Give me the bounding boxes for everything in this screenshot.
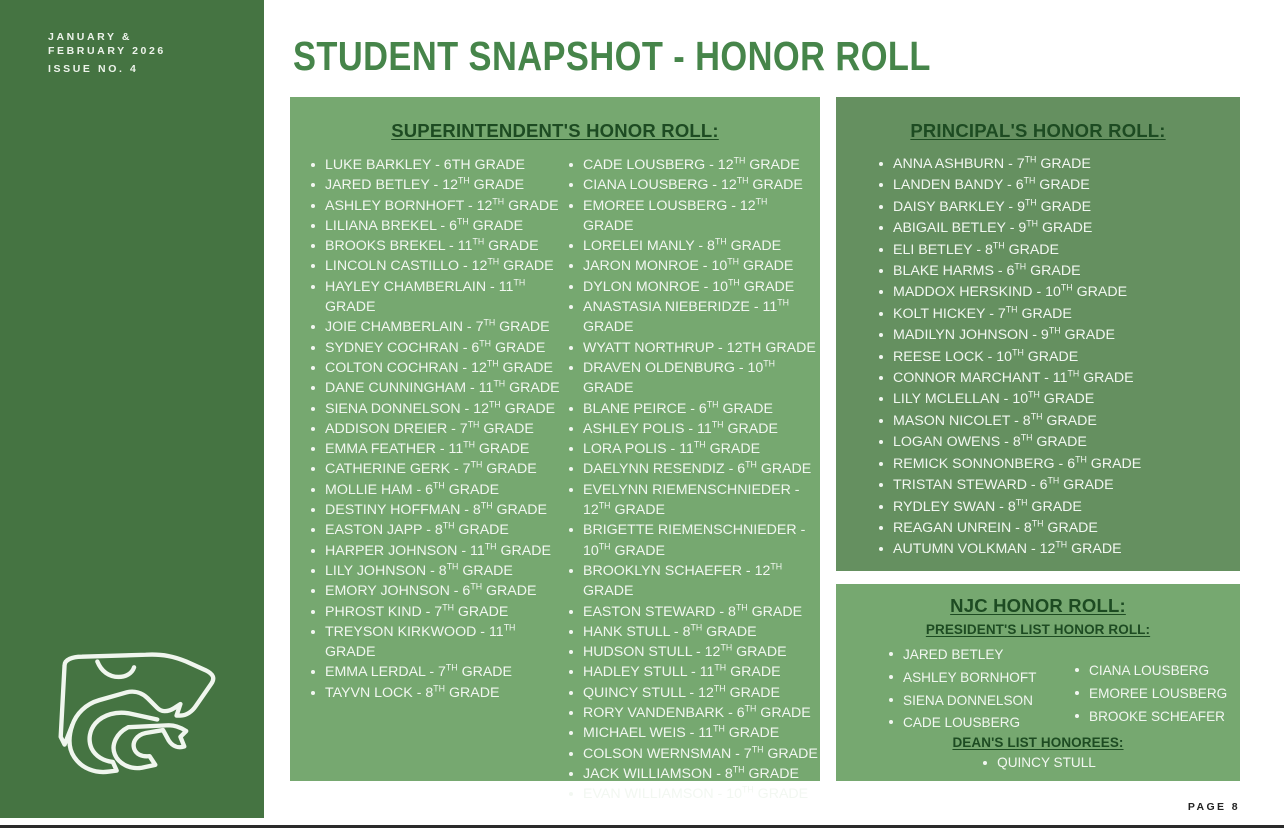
honor-roll-entry: SIENA DONNELSON - 12TH GRADE [308,399,566,419]
honor-roll-entry: MASON NICOLET - 8TH GRADE [876,411,1226,432]
honor-roll-entry: SYDNEY COCHRAN - 6TH GRADE [308,338,566,358]
honor-roll-entry: LILY JOHNSON - 8TH GRADE [308,561,566,581]
honor-roll-entry: ADDISON DREIER - 7TH GRADE [308,419,566,439]
njc-deans-list-wrap [836,753,1240,772]
njc-presidents-list-a [886,644,1072,735]
honor-roll-entry: JACK WILLIAMSON - 8TH GRADE [566,764,820,784]
principals-heading: PRINCIPAL'S HONOR ROLL: [910,120,1166,141]
honor-roll-entry: EMMA FEATHER - 11TH GRADE [308,439,566,459]
honor-roll-entry: KOLT HICKEY - 7TH GRADE [876,304,1226,325]
honor-roll-entry: DAELYNN RESENDIZ - 6TH GRADE [566,459,820,479]
honor-roll-entry: EMOREE LOUSBERG - 12TH GRADE [566,196,820,237]
honor-roll-entry: HADLEY STULL - 11TH GRADE [566,662,820,682]
honor-roll-entry: QUINCY STULL [980,753,1096,772]
honor-roll-entry: AUTUMN VOLKMAN - 12TH GRADE [876,539,1226,560]
superintendents-honor-roll-panel [290,97,820,803]
honor-roll-entry: HANK STULL - 8TH GRADE [566,622,820,642]
honor-roll-entry: REESE LOCK - 10TH GRADE [876,347,1226,368]
honor-roll-entry: TAYVN LOCK - 8TH GRADE [308,683,566,703]
honor-roll-entry: ASHLEY BORNHOFT - 12TH GRADE [308,196,566,216]
honor-roll-entry: SIENA DONNELSON [886,690,1072,713]
honor-roll-entry: LILIANA BREKEL - 6TH GRADE [308,216,566,236]
issue-date-label: JANUARY & FEBRUARY 2026 [48,31,166,57]
principals-honor-roll-panel [836,97,1240,571]
njc-presidents-list-b [1072,660,1240,728]
njc-honor-roll-panel [836,584,1240,781]
honor-roll-entry: CADE LOUSBERG [886,712,1072,735]
superintendents-heading: SUPERINTENDENT'S HONOR ROLL: [391,120,719,141]
honor-roll-entry: EASTON JAPP - 8TH GRADE [308,520,566,540]
honor-roll-entry: JARED BETLEY [886,644,1072,667]
honor-roll-entry: EMOREE LOUSBERG [1072,683,1240,706]
honor-roll-entry: LINCOLN CASTILLO - 12TH GRADE [308,256,566,276]
njc-deans-list-heading: DEAN'S LIST HONOREES: [952,735,1124,750]
njc-deans-list [980,753,1096,772]
njc-presidents-column-b [1072,644,1240,735]
honor-roll-entry: RORY VANDENBARK - 6TH GRADE [566,703,820,723]
honor-roll-entry: COLSON WERNSMAN - 7TH GRADE [566,744,820,764]
honor-roll-entry: BLANE PEIRCE - 6TH GRADE [566,399,820,419]
honor-roll-entry: JARON MONROE - 10TH GRADE [566,256,820,276]
honor-roll-entry: EMMA LERDAL - 7TH GRADE [308,662,566,682]
honor-roll-entry: CATHERINE GERK - 7TH GRADE [308,459,566,479]
honor-roll-entry: HARPER JOHNSON - 11TH GRADE [308,541,566,561]
njc-presidents-list-heading: PRESIDENT'S LIST HONOR ROLL: [925,622,1151,637]
sidebar [0,0,264,818]
page-title: STUDENT SNAPSHOT - HONOR ROLL [293,33,931,79]
honor-roll-entry: LUKE BARKLEY - 6TH GRADE [308,155,566,175]
honor-roll-entry: ANASTASIA NIEBERIDZE - 11TH GRADE [566,297,820,338]
honor-roll-entry: REAGAN UNREIN - 8TH GRADE [876,518,1226,539]
honor-roll-entry: QUINCY STULL - 12TH GRADE [566,683,820,703]
superintendents-column-b [566,155,820,805]
principals-list [876,154,1226,561]
njc-presidents-column-a [886,644,1072,735]
honor-roll-entry: BROOKE SCHEAFER [1072,706,1240,729]
honor-roll-entry: RYDLEY SWAN - 8TH GRADE [876,497,1226,518]
honor-roll-entry: MOLLIE HAM - 6TH GRADE [308,480,566,500]
honor-roll-entry: MADILYN JOHNSON - 9TH GRADE [876,325,1226,346]
honor-roll-entry: CONNOR MARCHANT - 11TH GRADE [876,368,1226,389]
honor-roll-entry: BLAKE HARMS - 6TH GRADE [876,261,1226,282]
honor-roll-entry: LOGAN OWENS - 8TH GRADE [876,432,1226,453]
superintendents-columns [290,155,820,805]
honor-roll-entry: COLTON COCHRAN - 12TH GRADE [308,358,566,378]
honor-roll-entry: TRISTAN STEWARD - 6TH GRADE [876,475,1226,496]
issue-number-label: ISSUE NO. 4 [48,63,139,75]
honor-roll-entry: EASTON STEWARD - 8TH GRADE [566,602,820,622]
honor-roll-entry: EMORY JOHNSON - 6TH GRADE [308,581,566,601]
njc-presidents-columns [836,644,1240,735]
honor-roll-entry: DESTINY HOFFMAN - 8TH GRADE [308,500,566,520]
honor-roll-entry: LILY MCLELLAN - 10TH GRADE [876,389,1226,410]
honor-roll-entry: MADDOX HERSKIND - 10TH GRADE [876,282,1226,303]
superintendents-list-b [566,155,820,805]
honor-roll-entry: ASHLEY BORNHOFT [886,667,1072,690]
honor-roll-entry: DANE CUNNINGHAM - 11TH GRADE [308,378,566,398]
honor-roll-entry: CIANA LOUSBERG [1072,660,1240,683]
njc-heading: NJC HONOR ROLL: [950,595,1126,616]
honor-roll-entry: CIANA LOUSBERG - 12TH GRADE [566,175,820,195]
honor-roll-entry: BRIGETTE RIEMENSCHNIEDER - 10TH GRADE [566,520,820,561]
superintendents-column-a [308,155,566,805]
honor-roll-entry: ANNA ASHBURN - 7TH GRADE [876,154,1226,175]
honor-roll-entry: WYATT NORTHRUP - 12TH GRADE [566,338,820,358]
principals-list-wrap [876,154,1226,561]
honor-roll-entry: ELI BETLEY - 8TH GRADE [876,240,1226,261]
honor-roll-entry: DAISY BARKLEY - 9TH GRADE [876,197,1226,218]
honor-roll-entry: LORA POLIS - 11TH GRADE [566,439,820,459]
honor-roll-entry: BROOKS BREKEL - 11TH GRADE [308,236,566,256]
superintendents-list-a [308,155,566,703]
njc-deans-section [836,730,1240,772]
honor-roll-entry: ASHLEY POLIS - 11TH GRADE [566,419,820,439]
honor-roll-entry: HUDSON STULL - 12TH GRADE [566,642,820,662]
honor-roll-entry: DYLON MONROE - 10TH GRADE [566,277,820,297]
honor-roll-entry: JOIE CHAMBERLAIN - 7TH GRADE [308,317,566,337]
honor-roll-entry: EVELYNN RIEMENSCHNIEDER - 12TH GRADE [566,480,820,521]
honor-roll-entry: HAYLEY CHAMBERLAIN - 11TH GRADE [308,277,566,318]
page-number: PAGE 8 [1187,801,1240,813]
honor-roll-entry: PHROST KIND - 7TH GRADE [308,602,566,622]
honor-roll-entry: LANDEN BANDY - 6TH GRADE [876,175,1226,196]
honor-roll-entry: LORELEI MANLY - 8TH GRADE [566,236,820,256]
honor-roll-entry: MICHAEL WEIS - 11TH GRADE [566,723,820,743]
honor-roll-entry: TREYSON KIRKWOOD - 11TH GRADE [308,622,566,663]
honor-roll-entry: ABIGAIL BETLEY - 9TH GRADE [876,218,1226,239]
honor-roll-entry: JARED BETLEY - 12TH GRADE [308,175,566,195]
honor-roll-entry: EVAN WILLIAMSON - 10TH GRADE [566,784,820,804]
honor-roll-entry: DRAVEN OLDENBURG - 10TH GRADE [566,358,820,399]
honor-roll-entry: REMICK SONNONBERG - 6TH GRADE [876,454,1226,475]
honor-roll-entry: CADE LOUSBERG - 12TH GRADE [566,155,820,175]
wildcat-head-logo-icon [38,648,234,788]
honor-roll-entry: BROOKLYN SCHAEFER - 12TH GRADE [566,561,820,602]
